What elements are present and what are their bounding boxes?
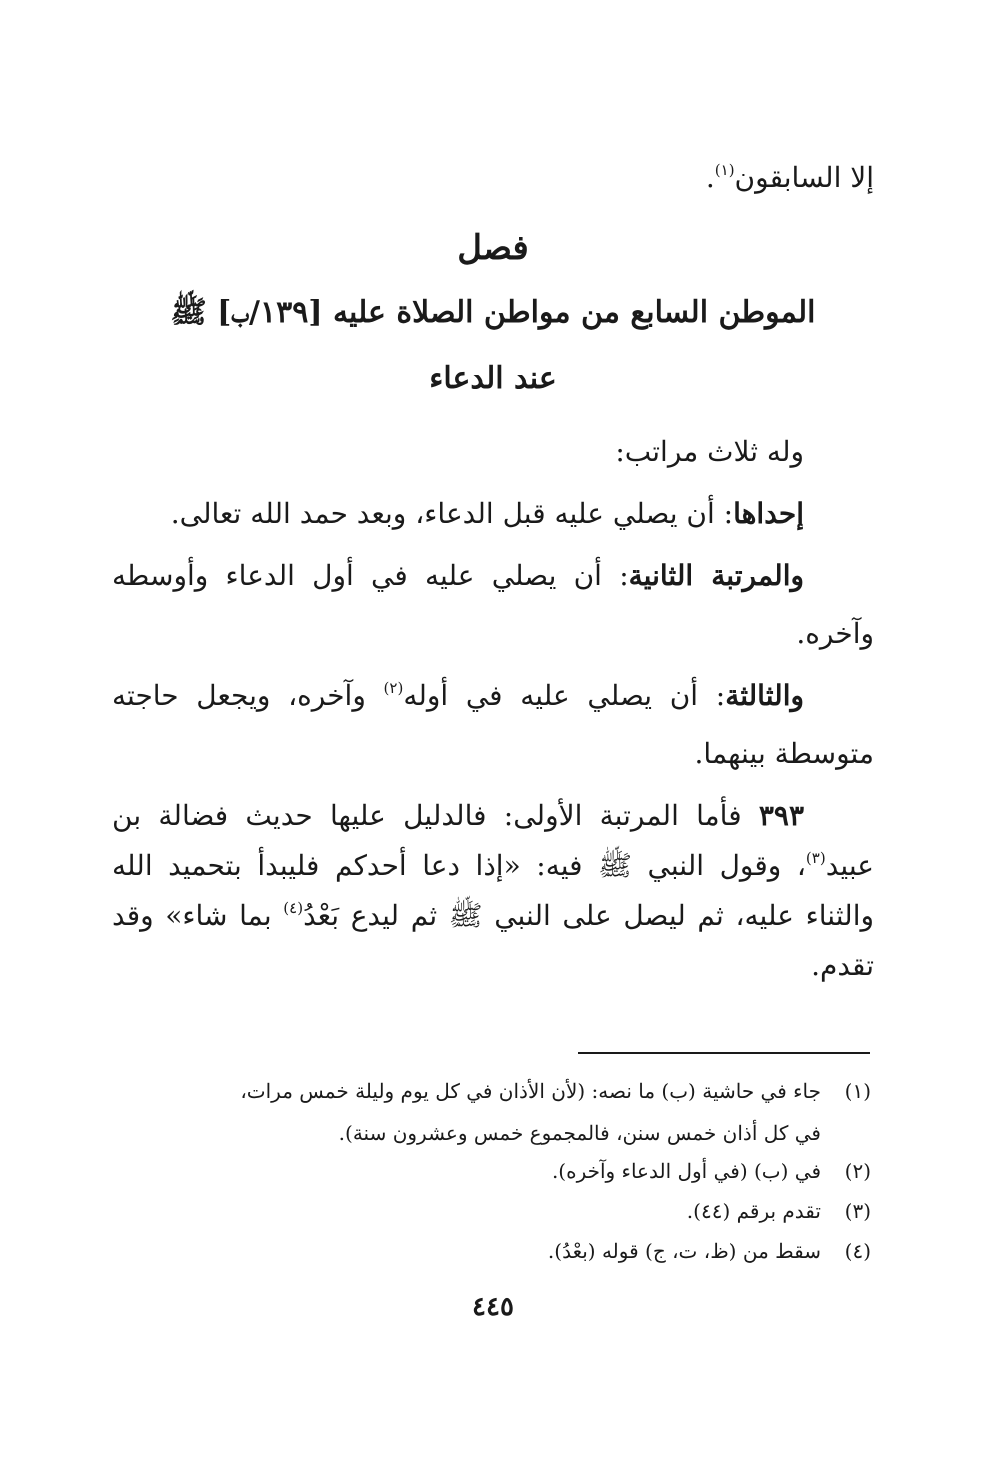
footnote-ref-4: (٤)	[283, 899, 304, 917]
paragraph-intro-text: وله ثلاث مراتب:	[615, 435, 804, 468]
footnote-ref-2: (٢)	[383, 679, 404, 697]
paragraph-393-text-4: تقدم.	[811, 949, 874, 982]
footnote-3-text: تقدم برقم (٤٤).	[686, 1199, 821, 1223]
heading-line-1: الموطن السابع من مواطن الصلاة عليه [١٣٩/ب] ﷺ	[170, 295, 816, 330]
rank-2-text: : أن يصلي عليه في أول الدعاء وأوسطه	[112, 559, 629, 592]
rank-3-label: والثالثة	[725, 679, 804, 712]
footnote-2	[552, 1156, 871, 1186]
footnote-4-number: (٤)	[844, 1239, 871, 1263]
paragraph-393-text-1: فأما المرتبة الأولى: فالدليل عليها حديث فضالة بن	[112, 799, 759, 832]
paragraph-393-line-4	[811, 946, 874, 986]
footnote-1	[240, 1076, 871, 1106]
footnote-3	[687, 1196, 871, 1226]
footnote-4	[548, 1236, 871, 1266]
intro-text: إلا السابقون	[734, 161, 874, 194]
footnote-2-number: (٢)	[844, 1159, 871, 1183]
paragraph-393-text-2a: عبيد	[825, 849, 874, 882]
footnote-2-text: في (ب) (في أول الدعاء وآخره).	[551, 1159, 821, 1183]
heading-line-2: عند الدعاء	[429, 361, 557, 396]
footnote-1-text: جاء في حاشية (ب) ما نصه: (لأن الأذان في كل يوم وليلة خمس مرات،	[240, 1079, 821, 1103]
rank-2-continuation	[796, 614, 874, 654]
section-title: فصل	[457, 228, 529, 268]
footnote-1-continuation	[339, 1118, 821, 1148]
intro-line	[706, 158, 874, 198]
rank-1-line	[171, 494, 804, 534]
rank-3-cont-text: متوسطة بينهما.	[694, 737, 874, 770]
intro-end: .	[705, 161, 715, 194]
rank-3-line	[112, 676, 804, 716]
paragraph-393-line-3	[112, 896, 874, 936]
footnote-1-cont-text: في كل أذان خمس سنن، فالمجموع خمس وعشرون سنة).	[338, 1121, 821, 1145]
paragraph-393-line-1	[112, 796, 804, 836]
rank-3-text-b: وآخره، ويجعل حاجته	[112, 679, 384, 712]
footnote-ref-1: (١)	[714, 161, 735, 179]
rank-2-cont-text: وآخره.	[796, 617, 874, 650]
paragraph-393-text-3a: والثناء عليه، ثم ليصل على النبي ﷺ ثم ليدع بَعْدُ	[303, 899, 875, 932]
page-number: ٤٤٥	[472, 1292, 514, 1322]
paragraph-393-text-2b: ، وقول النبي ﷺ فيه: «إذا دعا أحدكم فليبدأ بتحميد الله	[112, 849, 806, 882]
footnote-1-number: (١)	[844, 1079, 871, 1103]
paragraph-393-line-2	[112, 846, 874, 886]
footnote-separator	[578, 1052, 870, 1054]
footnote-4-text: سقط من (ظ، ت، ج) قوله (بعْدُ).	[547, 1239, 821, 1263]
rank-1-label: إحداها	[733, 497, 804, 530]
footnote-3-number: (٣)	[844, 1199, 871, 1223]
paragraph-393-text-3b: بما شاء» وقد	[112, 899, 284, 932]
rank-3-text-a: : أن يصلي عليه في أوله	[403, 679, 726, 712]
paragraph-intro	[615, 432, 804, 472]
rank-3-continuation	[695, 734, 874, 774]
rank-2-line	[112, 556, 804, 596]
rank-2-label: والمرتبة الثانية	[628, 559, 804, 592]
rank-1-text: : أن يصلي عليه قبل الدعاء، وبعد حمد الله تعالى.	[170, 497, 734, 530]
footnote-ref-3: (٣)	[805, 849, 826, 867]
paragraph-number: ٣٩٣	[758, 799, 804, 832]
